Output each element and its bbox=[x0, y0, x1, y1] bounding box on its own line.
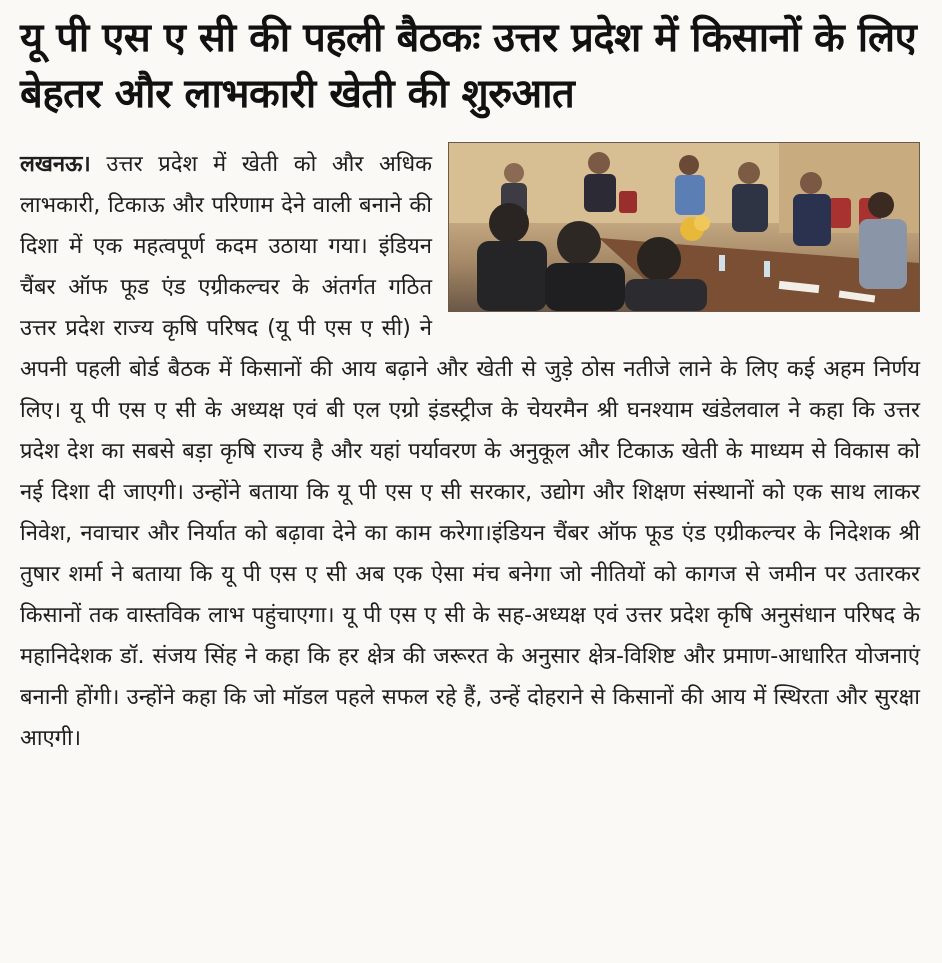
dateline: लखनऊ। bbox=[20, 152, 91, 177]
article-text: उत्तर प्रदेश में खेती को और अधिक लाभकारी, टिकाऊ और परिणाम देने वाली बनाने की दिशा में एक महत्वपूर्ण कदम उठाया गया। इंडियन चैंबर ऑफ फूड एंड एग्रीकल्चर के अंतर्गत गठित उत्तर प्रदेश राज्य कृषि परिषद (यू पी एस ए सी) ने अपनी पहली बोर्ड बैठक में किसानों की आय बढ़ाने और खेती से जुड़े ठोस नतीजे लाने के लिए कई अहम निर्णय लिए। यू पी एस ए सी के अध्यक्ष एवं बी एल एग्रो इंडस्ट्रीज के चेयरमैन श्री घनश्याम खंडेलवाल ने कहा कि उत्तर प्रदेश देश का सबसे बड़ा कृषि राज्य है और यहां पर्यावरण के अनुकूल और टिकाऊ खेती के माध्यम से विकास को नई दिशा दी जाएगी। उन्होंने बताया कि यू पी एस ए सी सरकार, उद्योग और शिक्षण संस्थानों को एक साथ लाकर निवेश, नवाचार और निर्यात को बढ़ावा देने का काम करेगा।इंडियन चैंबर ऑफ फूड एंड एग्रीकल्चर के निदेशक श्री तुषार शर्मा ने बताया कि यू पी एस ए सी अब एक ऐसा मंच बनेगा जो नीतियों को कागज से जमीन पर उतारकर किसानों तक वास्तविक लाभ पहुंचाएगा। यू पी एस ए सी के सह-अध्यक्ष एवं उत्तर प्रदेश कृषि अनुसंधान परिषद के महानिदेशक डॉ. संजय सिंह ने कहा कि हर क्षेत्र की जरूरत के अनुसार क्षेत्र-विशिष्ट और प्रमाण-आधारित योजनाएं बनानी होंगी। उन्होंने कहा कि जो मॉडल पहले सफल रहे हैं, उन्हें दोहराने से किसानों की आय में स्थिरता और सुरक्षा आएगी। bbox=[20, 152, 920, 751]
meeting-photo-illustration bbox=[449, 143, 919, 311]
meeting-photo bbox=[448, 142, 920, 312]
article-body bbox=[20, 144, 920, 759]
headline: यू पी एस ए सी की पहली बैठकः उत्तर प्रदेश में किसानों के लिए बेहतर और लाभकारी खेती की शुरुआत bbox=[20, 15, 917, 117]
